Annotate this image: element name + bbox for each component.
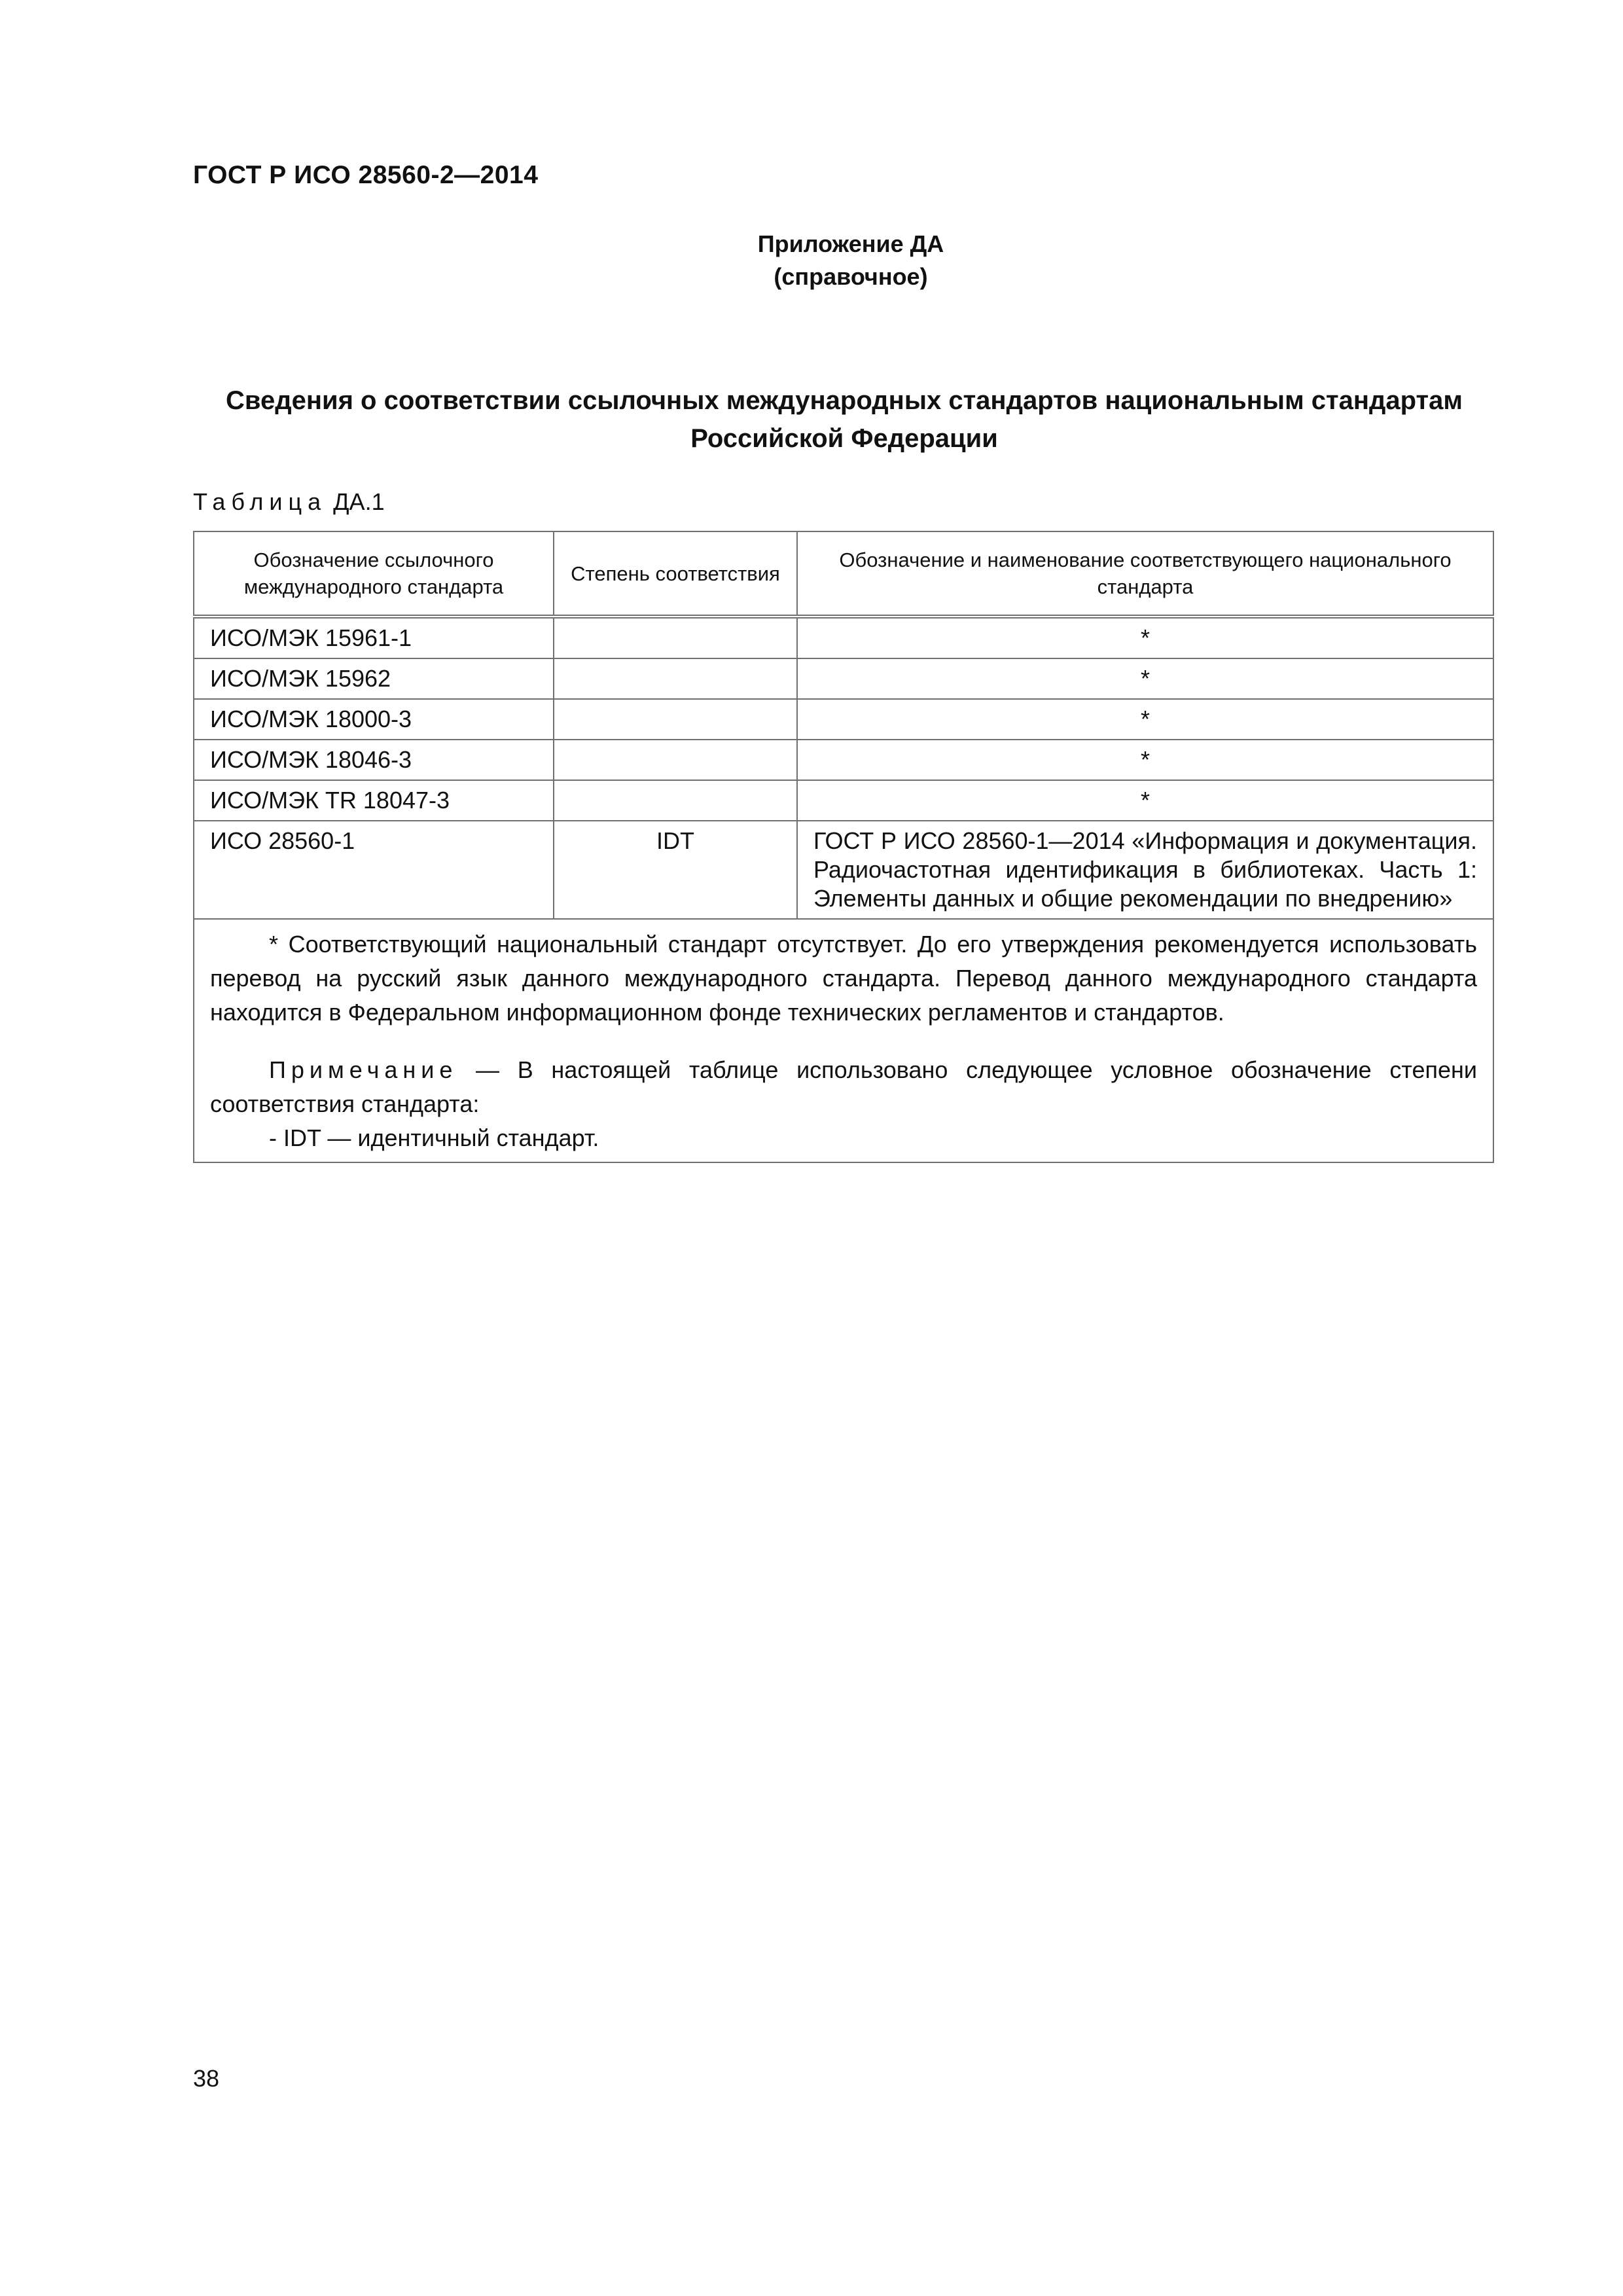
section-title-line-1: Сведения о соответствии ссылочных международных стандартов национальным стандартам bbox=[226, 386, 1463, 415]
national-cell: * bbox=[797, 658, 1493, 699]
table-row bbox=[194, 699, 1493, 740]
table-row bbox=[194, 658, 1493, 699]
ref-cell: ИСО/МЭК 18046-3 bbox=[194, 740, 554, 780]
ref-cell: ИСО/МЭК TR 18047-3 bbox=[194, 780, 554, 821]
table-caption-prefix: Таблица bbox=[193, 488, 327, 515]
section-title-line-2: Российской Федерации bbox=[690, 424, 998, 453]
ref-cell: ИСО/МЭК 15962 bbox=[194, 658, 554, 699]
national-cell: * bbox=[797, 740, 1493, 780]
national-cell: ГОСТ Р ИСО 28560-1—2014 «Информация и документация. Радиочастотная идентификация в библиотеках. Часть 1: Элементы данных и общие рекомендации по внедрению» bbox=[797, 821, 1493, 919]
national-cell: * bbox=[797, 699, 1493, 740]
note-item: - IDT — идентичный стандарт. bbox=[269, 1124, 599, 1151]
ref-cell: ИСО/МЭК 18000-3 bbox=[194, 699, 554, 740]
note-text: — В настоящей таблице использовано следующее условное обозначение степени соответствия стандарта: bbox=[210, 1056, 1477, 1117]
degree-cell bbox=[554, 699, 797, 740]
table-notes bbox=[194, 919, 1493, 1162]
section-title bbox=[183, 382, 1505, 457]
national-cell: * bbox=[797, 617, 1493, 658]
table-caption-number: ДА.1 bbox=[333, 488, 385, 515]
ref-cell: ИСО/МЭК 15961-1 bbox=[194, 617, 554, 658]
degree-cell bbox=[554, 617, 797, 658]
degree-cell bbox=[554, 740, 797, 780]
ref-cell: ИСО 28560-1 bbox=[194, 821, 554, 919]
page-number: 38 bbox=[193, 2065, 220, 2092]
degree-cell bbox=[554, 658, 797, 699]
degree-cell: IDT bbox=[554, 821, 797, 919]
note-label: Примечание bbox=[269, 1056, 458, 1083]
table-caption bbox=[193, 488, 385, 516]
document-code: ГОСТ Р ИСО 28560-2—2014 bbox=[193, 161, 539, 189]
table-header-row bbox=[194, 531, 1493, 617]
table-row bbox=[194, 617, 1493, 658]
table-row bbox=[194, 780, 1493, 821]
header-ref-standard: Обозначение ссылочного международного стандарта bbox=[194, 531, 554, 617]
correspondence-table bbox=[193, 531, 1494, 1163]
table-row bbox=[194, 821, 1493, 919]
header-national-standard: Обозначение и наименование соответствующего национального стандарта bbox=[797, 531, 1493, 617]
degree-cell bbox=[554, 780, 797, 821]
table-note bbox=[210, 1053, 1477, 1121]
header-degree: Степень соответствия bbox=[554, 531, 797, 617]
appendix-title: Приложение ДА bbox=[757, 230, 944, 257]
appendix-type: (справочное) bbox=[774, 263, 928, 290]
table-notes-row bbox=[194, 919, 1493, 1162]
national-cell: * bbox=[797, 780, 1493, 821]
table-footnote: * Соответствующий национальный стандарт отсутствует. До его утверждения рекомендуется использовать перевод на русский язык данного международного стандарта. Перевод данного международного стандарта находится в Федеральном информационном фонде технических регламентов и стандартов. bbox=[210, 931, 1477, 1026]
table-row bbox=[194, 740, 1493, 780]
